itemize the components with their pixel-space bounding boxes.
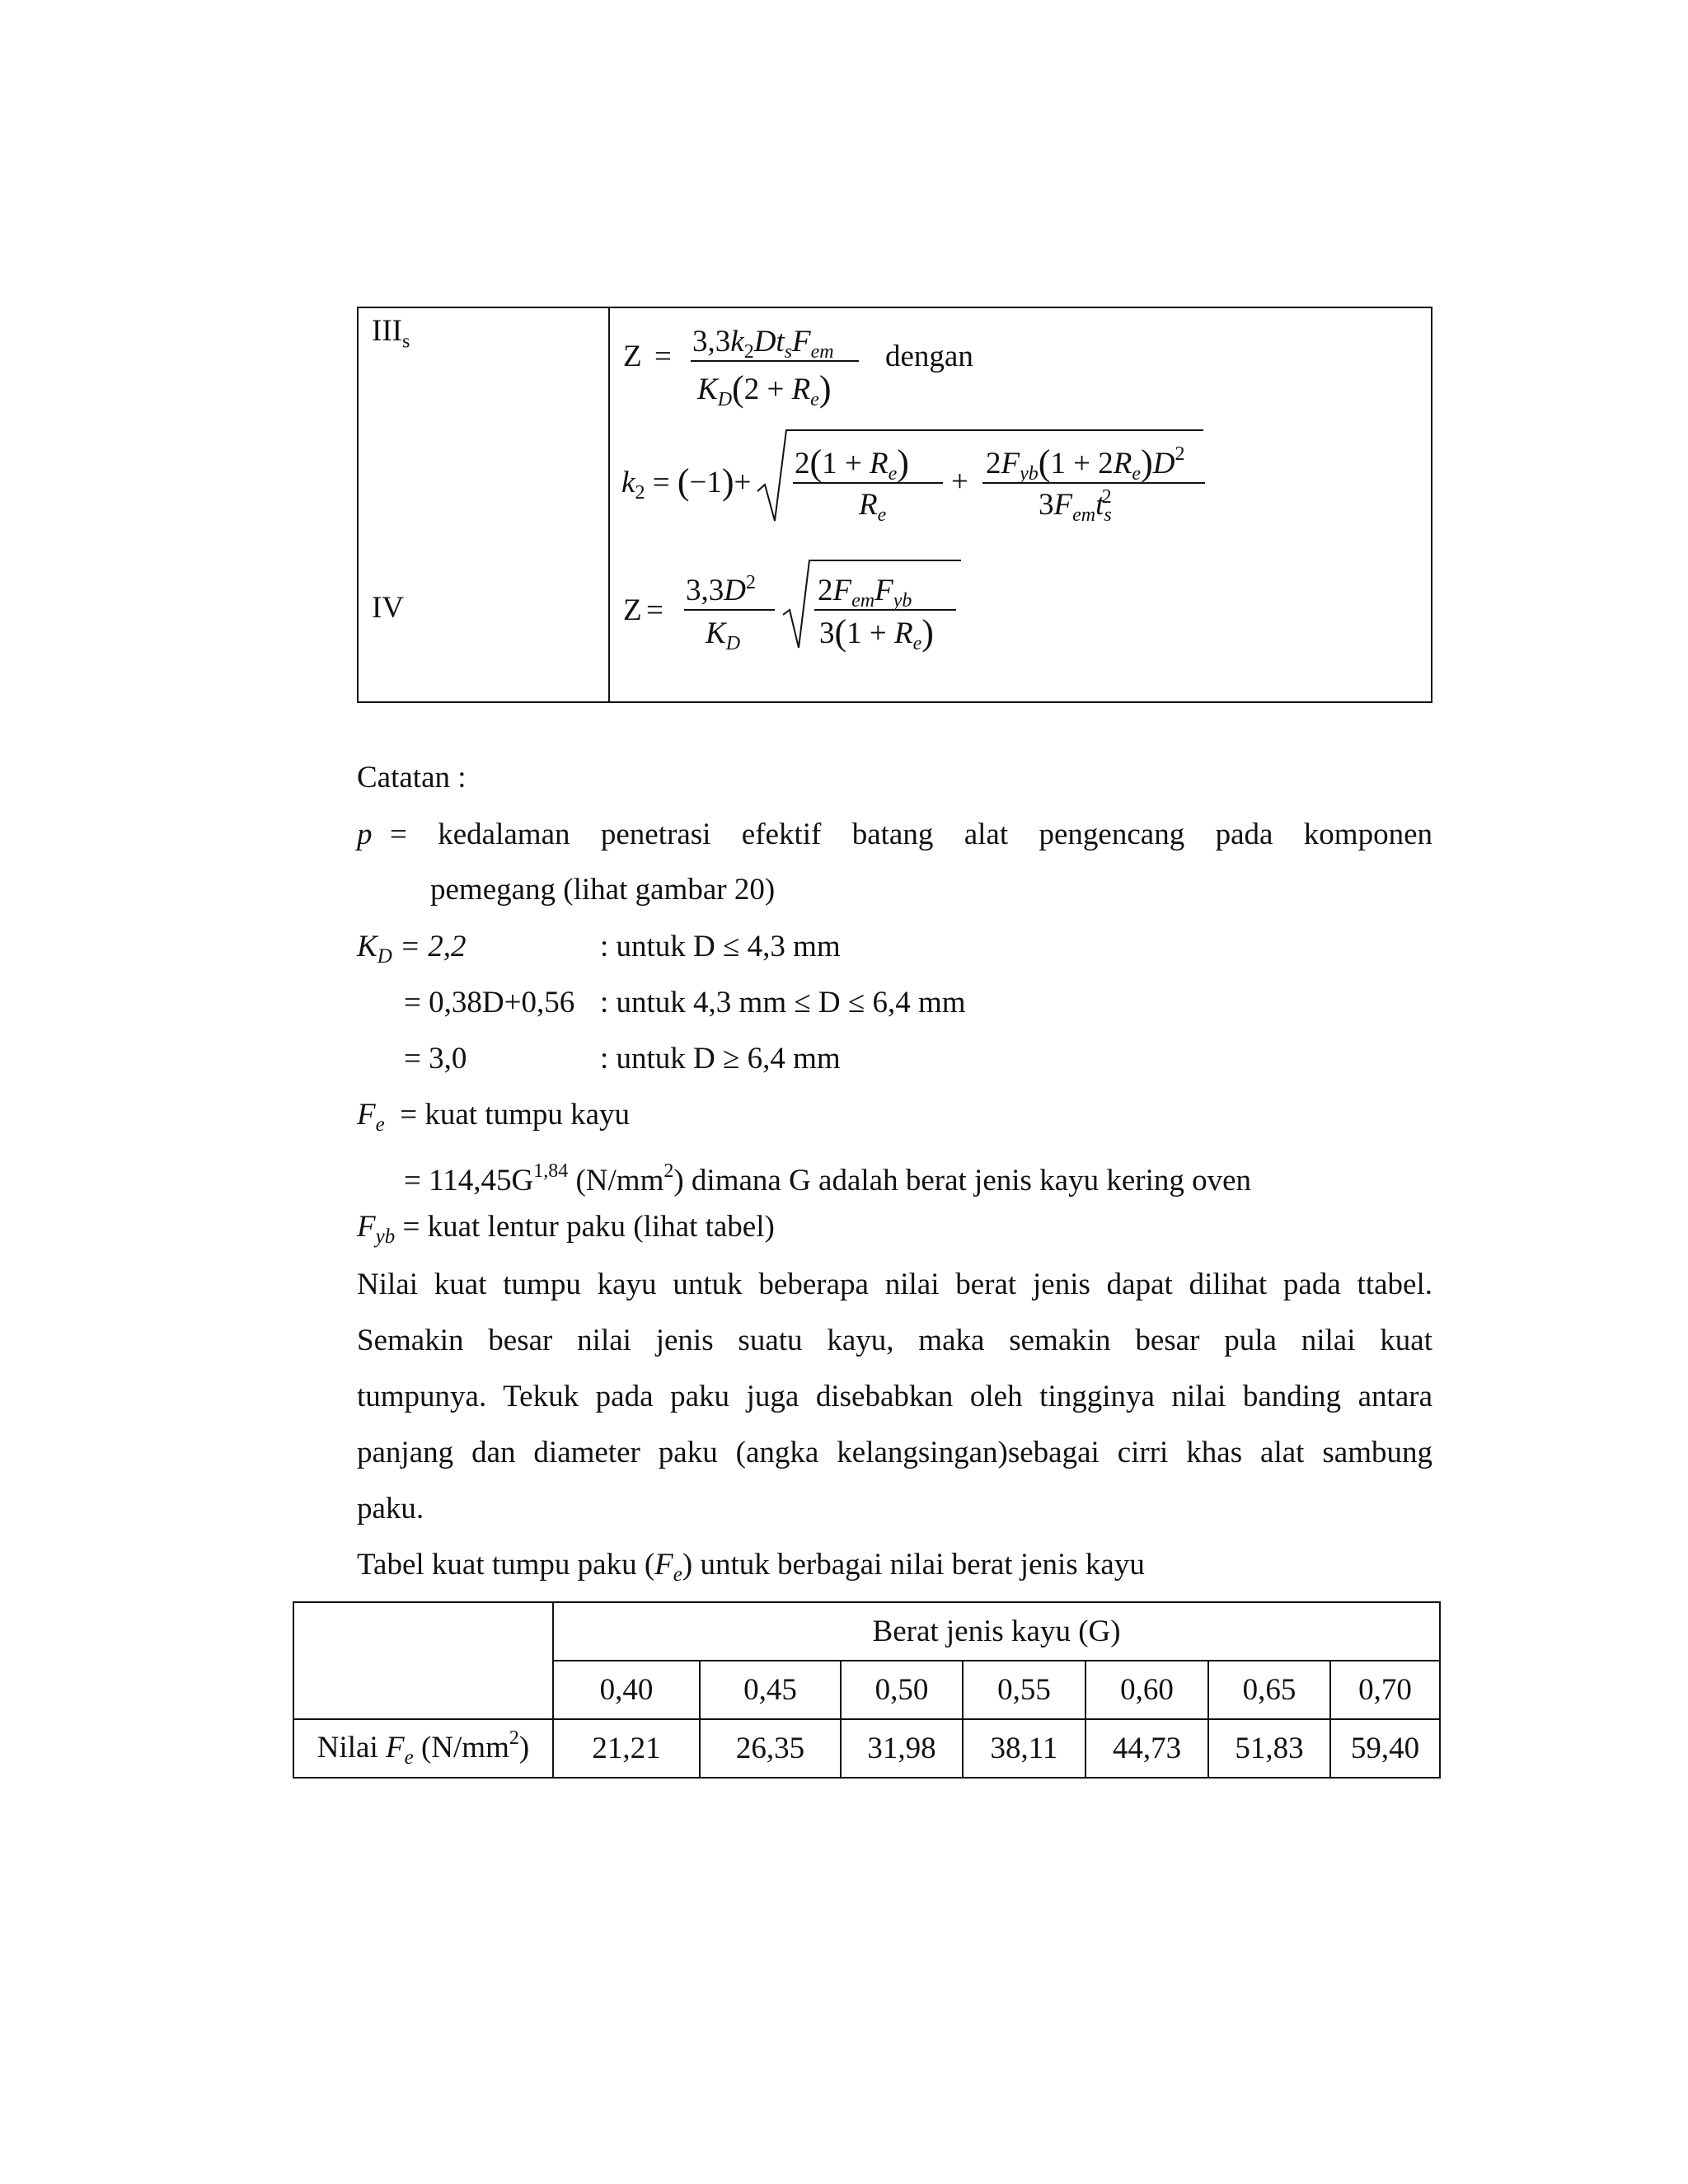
fe-value-cell: 51,83 — [1208, 1719, 1330, 1778]
kd-value3: = 3,0 — [404, 1042, 467, 1076]
kd-condition2: : untuk 4,3 mm ≤ D ≤ 6,4 mm — [600, 986, 966, 1019]
kd-symbol: $K_D = 2,2$ — [357, 930, 467, 968]
svg-text:KD: $K_D$ — [706, 616, 741, 654]
paragraph-line2: Semakin besar nilai jenis suatu kayu, maka semakin besar pula nilai kuat — [357, 1324, 1432, 1357]
g-value-cell: 0,45 — [700, 1661, 841, 1719]
svg-text:=: = — [646, 593, 663, 627]
fe-value-cell: 38,11 — [963, 1719, 1085, 1778]
equation-iiis — [623, 325, 973, 410]
fe-value-cell: 44,73 — [1085, 1719, 1208, 1778]
svg-text:KD(2 + Re): $K_D(2 + R_e)$ — [697, 368, 832, 410]
svg-text:+: + — [951, 465, 968, 499]
equation-k2 — [621, 430, 1430, 526]
row-label-iiis: $III_s$ — [372, 314, 410, 353]
svg-text:2FemFyb: $2F_{em}F_{yb}$ — [818, 574, 912, 612]
svg-text:2Fyb(1 + 2Re)D2: $2F_{yb}(1 + 2R_e)D^2$ — [986, 443, 1185, 485]
p-symbol: p — [357, 818, 373, 851]
empty-header-cell — [293, 1602, 553, 1719]
g-value-cell: 0,50 — [841, 1661, 963, 1719]
g-value-cell: 0,60 — [1085, 1661, 1208, 1719]
formula-table — [357, 307, 1432, 703]
svg-text:3(1 + Re): $3(1 + R_e)$ — [819, 612, 934, 654]
paragraph-line3: tumpunya. Tekuk pada paku juga disebabkan oleh tingginya nilai banding antara — [357, 1380, 1432, 1413]
g-value-cell: 0,40 — [553, 1661, 700, 1719]
svg-text:=: = — [654, 340, 672, 373]
fe-formula: = $114,45G^{1,84}$ $(N/mm^2)$ dimana G adalah berat jenis kayu kering oven — [404, 1160, 1252, 1197]
g-value-cell: 0,65 — [1208, 1661, 1330, 1719]
row-label-iv: IV — [372, 591, 405, 625]
fe-values-row — [293, 1719, 1440, 1778]
svg-text:Z: Z — [623, 340, 642, 373]
fe-value-cell: 26,35 — [700, 1719, 841, 1778]
kd-condition3: : untuk D ≥ 6,4 mm — [600, 1042, 841, 1076]
svg-text:dengan: dengan — [885, 340, 973, 373]
svg-text:3,3D2: $3,3D^2$ — [686, 572, 756, 607]
svg-text:Z: Z — [623, 593, 642, 627]
svg-text:3Femts2: $3F_{em}t_s2$ — [1039, 486, 1112, 526]
paragraph-line1: Nilai kuat tumpu kayu untuk beberapa nilai berat jenis dapat dilihat pada ttabel. — [357, 1268, 1432, 1301]
svg-text:k2 = (−1)+: $k_2 = (-1)+$ — [621, 462, 752, 504]
kd-condition1: : untuk D ≤ 4,3 mm — [600, 930, 841, 963]
svg-text:3,3k2DtsFem: $3,3k_2Dt_sF_{em}$ — [692, 325, 834, 363]
catatan-heading: Catatan : — [357, 761, 467, 794]
table-header: Berat jenis kayu (G) — [553, 1602, 1440, 1661]
svg-text:Re: $R_e$ — [859, 488, 887, 526]
paragraph-line5: paku. — [357, 1492, 424, 1526]
paragraph-line4: panjang dan diameter paku (angka kelangsingan)sebagai cirri khas alat sambung — [357, 1436, 1432, 1469]
row-label-fe: Nilai $F_e$ $(N/mm^2)$ — [293, 1719, 553, 1778]
g-value-cell: 0,55 — [963, 1661, 1085, 1719]
kd-value2: = 0,38D+0,56 — [404, 986, 575, 1019]
formula-svg — [610, 308, 1430, 701]
p-definition-line2: pemegang (lihat gambar 20) — [430, 873, 776, 907]
fe-definition: $F_e$ = kuat tumpu kayu — [357, 1098, 631, 1136]
fe-value-cell: 21,21 — [553, 1719, 700, 1778]
fyb-definition: $F_{yb}$ = kuat lentur paku (lihat tabel) — [357, 1210, 775, 1248]
g-value-cell: 0,70 — [1330, 1661, 1440, 1719]
values-table — [293, 1601, 1441, 1779]
p-definition-line1: = kedalaman penetrasi efektif batang alat pengencang pada komponen — [390, 818, 1432, 851]
equation-iv — [623, 560, 1269, 654]
svg-text:2(1 + Re): $2(1 + R_e)$ — [795, 443, 909, 485]
fe-value-cell: 59,40 — [1330, 1719, 1440, 1778]
fe-value-cell: 31,98 — [841, 1719, 963, 1778]
table-caption: Tabel kuat tumpu paku $(F_e)$ untuk berbagai nilai berat jenis kayu — [357, 1548, 1145, 1586]
